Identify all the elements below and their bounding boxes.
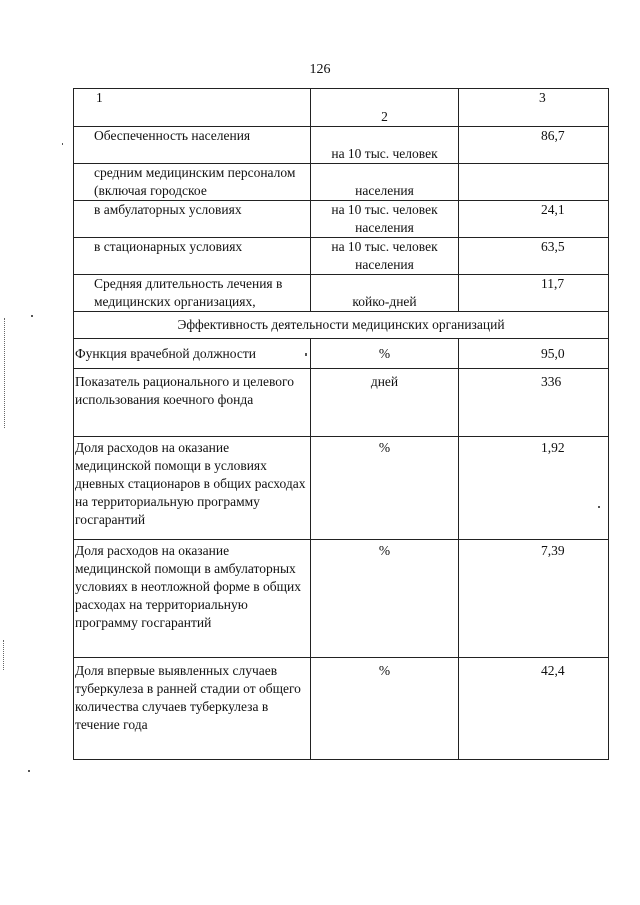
indicator-cell: Доля расходов на оказание медицинской помощи в условиях дневных стационаров в общих расходах на территориальную программу госгарантий (74, 437, 311, 540)
indicator-cell: в стационарных условиях (74, 238, 311, 275)
scan-speck (305, 353, 307, 356)
value-cell: 86,7 (459, 127, 609, 164)
unit-cell: койко-дней (311, 275, 459, 312)
table-row (74, 164, 609, 201)
indicator-cell: Средняя длительность лечения в медицинских организациях, (74, 275, 311, 312)
unit-cell: дней (311, 369, 459, 437)
table-row (74, 369, 609, 437)
indicator-cell: в амбулаторных условиях (74, 201, 311, 238)
scan-edge-mark (3, 640, 4, 670)
unit-cell: на 10 тыс. человек населения (311, 201, 459, 238)
indicator-cell: Обеспеченность населения (74, 127, 311, 164)
value-cell: 42,4 (459, 658, 609, 760)
header-col-1: 1 (74, 89, 311, 127)
scan-speck (28, 770, 30, 772)
header-col-3: 3 (459, 89, 609, 127)
table-row (74, 658, 609, 760)
value-cell: 336 (459, 369, 609, 437)
table-row (74, 127, 609, 164)
page-number: 126 (309, 62, 331, 77)
table-row (74, 339, 609, 369)
indicator-cell: Показатель рационального и целевого использования коечного фонда (74, 369, 311, 437)
indicator-cell: Доля впервые выявленных случаев туберкулеза в ранней стадии от общего количества случаев туберкулеза в течение года (74, 658, 311, 760)
table-row (74, 201, 609, 238)
value-cell: 7,39 (459, 540, 609, 658)
unit-cell: % (311, 437, 459, 540)
indicator-cell: Функция врачебной должности (74, 339, 311, 369)
indicator-cell: Доля расходов на оказание медицинской помощи в амбулаторных условиях в неотложной форме в общих расходах на территориальную программу госгарантий (74, 540, 311, 658)
scan-speck (62, 143, 63, 145)
scan-speck (31, 315, 33, 317)
table-row (74, 437, 609, 540)
value-cell (459, 164, 609, 201)
scan-edge-mark (4, 318, 5, 428)
header-col-2: 2 (311, 89, 459, 127)
value-cell: 24,1 (459, 201, 609, 238)
value-cell: 95,0 (459, 339, 609, 369)
value-cell: 11,7 (459, 275, 609, 312)
indicator-cell: средним медицинским персоналом (включая городское (74, 164, 311, 201)
unit-cell: % (311, 658, 459, 760)
section-title: Эффективность деятельности медицинских организаций (74, 312, 609, 339)
indicators-table (73, 88, 609, 760)
unit-cell: на 10 тыс. человек (311, 127, 459, 164)
table-row (74, 540, 609, 658)
unit-cell: % (311, 540, 459, 658)
unit-cell: на 10 тыс. человек населения (311, 238, 459, 275)
section-row (74, 312, 609, 339)
table-row (74, 238, 609, 275)
table-row (74, 275, 609, 312)
table-header-row (74, 89, 609, 127)
unit-cell: населения (311, 164, 459, 201)
value-cell: 1,92 (459, 437, 609, 540)
unit-cell: % (311, 339, 459, 369)
scan-speck (598, 506, 600, 508)
value-cell: 63,5 (459, 238, 609, 275)
